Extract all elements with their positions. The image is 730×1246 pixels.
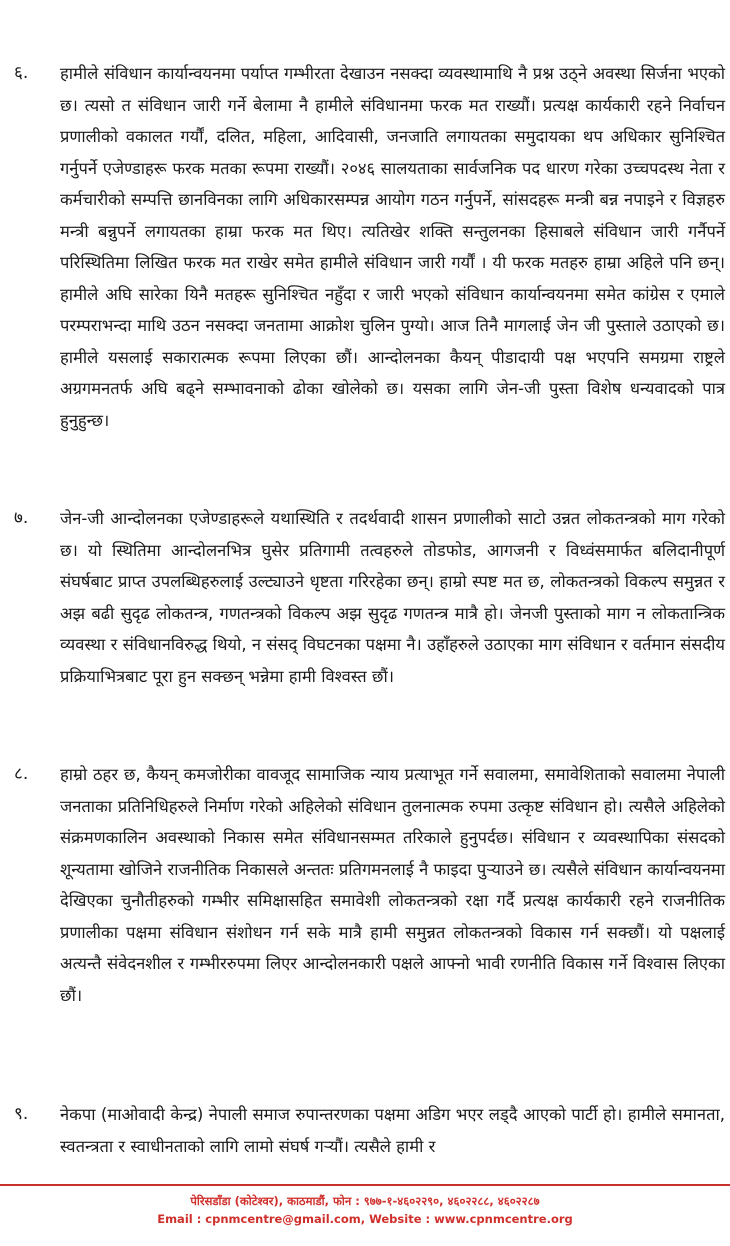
footer-address: पेरिसडाँडा (कोटेश्वर), काठमाडौं, फोन : ९७७-१-४६०२२९०, ४६०२२८८, ४६०२२८७	[190, 1194, 540, 1208]
footer-contact: Email : cpnmcentre@gmail.com, Website : www.cpnmcentre.org	[157, 1212, 573, 1226]
paragraph-number: ८.	[14, 764, 29, 784]
paragraph-number: ९.	[14, 1104, 29, 1124]
paragraph-text: हामीले संविधान कार्यान्वयनमा पर्याप्त गम्भीरता देखाउन नसक्दा व्यवस्थामाथि नै प्रश्न उठ्ने अवस्था सिर्जना भएको छ। त्यसो त संविधान जारी गर्ने बेलामा नै हामीले संविधानमा फरक मत राख्यौं। प्रत्यक्ष कार्यकारी रहने निर्वाचन प्रणालीको वकालत गर्यौं, दलित, महिला, आदिवासी, जनजाति लगायतका समुदायका थप अधिकार सुनिश्चित गर्नुपर्ने एजेण्डाहरू फरक मतका रूपमा राख्यौं। २०४६ सालयताका सार्वजनिक पद धारण गरेका उच्चपदस्थ नेता र कर्मचारीको सम्पत्ति छानविनका लागि अधिकारसम्पन्न आयोग गठन गर्नुपर्ने, सांसदहरू मन्त्री बन्न नपाइने र विज्ञहरु मन्त्री बन्नुपर्ने लगायतका हाम्रा फरक मत थिए। त्यतिखेर शक्ति सन्तुलनका हिसाबले संविधान जारी गर्नैपर्ने परिस्थितिमा लिखित फरक मत राखेर समेत हामीले संविधान जारी गर्यौं । यी फरक मतहरु हाम्रा अहिले पनि छन्। हामीले अघि सारेका यिनै मतहरू सुनिश्चित नहुँदा र जारी भएको संविधान कार्यान्वयनमा समेत कांग्रेस र एमाले परम्पराभन्दा माथि उठन नसक्दा जनतामा आक्रोश चुलिन पुग्यो। आज तिनै मागलाई जेन जी पुस्ताले उठाएको छ। हामीले यसलाई सकारात्मक रूपमा लिएका छौं। आन्दोलनका कैयन् पीडादायी पक्ष भएपनि समग्रमा राष्ट्रले अग्रगमनतर्फ अघि बढ्ने सम्भावनाको ढोका खोलेको छ। यसका लागि जेन-जी पुस्ता विशेष धन्यवादको पात्र हुनुहुन्छ।	[60, 64, 725, 430]
letterhead-footer	[0, 1192, 730, 1228]
paragraph-number: ६.	[14, 63, 29, 83]
paragraph-text: जेन-जी आन्दोलनका एजेण्डाहरूले यथास्थिति र तदर्थवादी शासन प्रणालीको साटो उन्नत लोकतन्त्रको माग गरेको छ। यो स्थितिमा आन्दोलनभित्र घुसेर प्रतिगामी तत्वहरुले तोडफोड, आगजनी र विध्वंसमार्फत बलिदानीपूर्ण संघर्षबाट प्राप्त उपलब्धिहरुलाई उल्ट्याउने धृष्टता गरिरहेका छन्। हाम्रो स्पष्ट मत छ, लोकतन्त्रको विकल्प समुन्नत र अझ बढी सुदृढ लोकतन्त्र, गणतन्त्रको विकल्प अझ सुदृढ गणतन्त्र मात्रै हो। जेनजी पुस्ताको माग न लोकतान्त्रिक व्यवस्था र संविधानविरुद्ध थियो, न संसद् विघटनका पक्षमा नै। उहाँहरुले उठाएका माग संविधान र वर्तमान संसदीय प्रक्रियाभित्रबाट पूरा हुन सक्छन् भन्नेमा हामी विश्वस्त छौं।	[60, 509, 725, 686]
paragraph-text: हाम्रो ठहर छ, कैयन् कमजोरीका वावजूद सामाजिक न्याय प्रत्याभूत गर्ने सवालमा, समावेशिताको सवालमा नेपाली जनताका प्रतिनिधिहरुले निर्माण गरेको अहिलेको संविधान तुलनात्मक रुपमा उत्कृष्ट संविधान हो। त्यसैले अहिलेको संक्रमणकालिन अवस्थाको निकास समेत संविधानसम्मत तरिकाले हुनुपर्दछ। संविधान र व्यवस्थापिका संसदको शून्यतामा खोजिने राजनीतिक निकासले अन्ततः प्रतिगमनलाई नै फाइदा पुर्‍याउने छ। त्यसैले संविधान कार्यान्वयनमा देखिएका चुनौतीहरुको गम्भीर समिक्षासहित समावेशी लोकतन्त्रको रक्षा गर्दै प्रत्यक्ष कार्यकारी रहने राजनीतिक प्रणालीका पक्षमा संविधान संशोधन गर्न सके मात्रै हामी समुन्नत लोकतन्त्रको विकास गर्न सक्छौं। यो पक्षलाई अत्यन्तै संवेदनशील र गम्भीररुपमा लिएर आन्दोलनकारी पक्षले आफ्नो भावी रणनीति विकास गर्ने विश्वास लिएका छौं।	[60, 765, 725, 1005]
paragraph-number: ७.	[14, 508, 29, 528]
paragraph-text: नेकपा (माओवादी केन्द्र) नेपाली समाज रुपान्तरणका पक्षमा अडिग भएर लड्दै आएको पार्टी हो। हामीले समानता, स्वतन्त्रता र स्वाधीनताको लागि लामो संघर्ष गर्‍यौं। त्यसैले हामी र	[60, 1105, 725, 1156]
footer-divider	[0, 1184, 730, 1186]
